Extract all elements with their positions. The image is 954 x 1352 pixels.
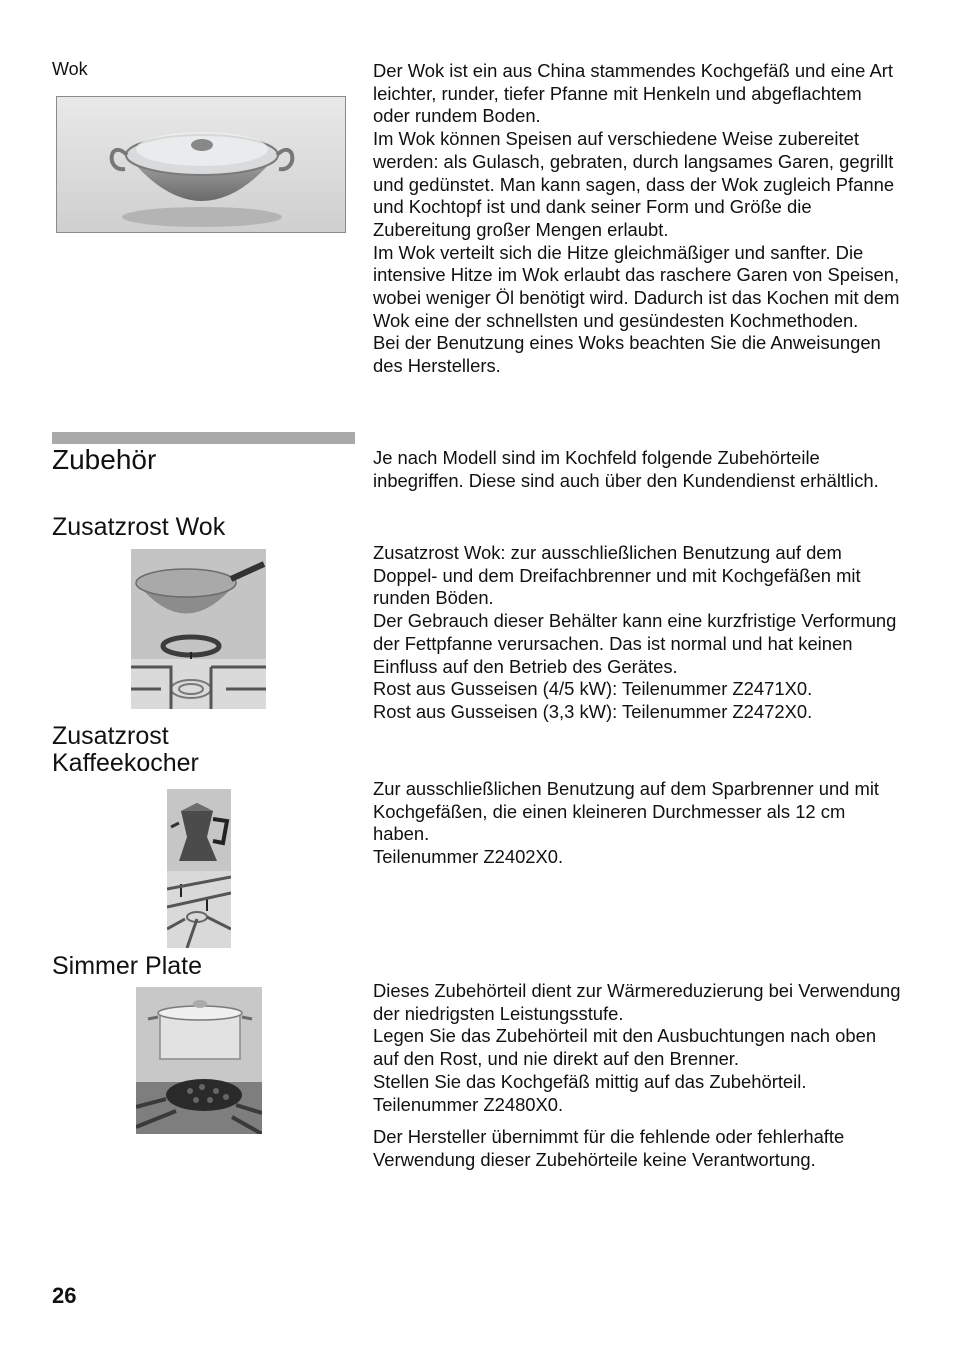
wok-rack-paragraph: Rost aus Gusseisen (3,3 kW): Teilenummer Z2472X0. bbox=[373, 700, 813, 722]
wok-paragraph: Im Wok können Speisen auf verschiedene Weise zubereitet werden: als Gulasch, gebraten, durch langsames Garen, gegrillt und gedünstet. Man kann sagen, dass der Wok zugleich Pfanne und Kochtopf ist und dank seiner Form und Größe die Zubereitung großer Mengen erlaubt. bbox=[373, 128, 895, 240]
coffee-rack-heading-line1: Zusatzrost bbox=[52, 722, 169, 750]
section-rule bbox=[52, 432, 355, 444]
wok-rack-paragraph: Rost aus Gusseisen (4/5 kW): Teilenummer Z2471X0. bbox=[373, 678, 813, 700]
simmer-plate-text bbox=[373, 980, 903, 1116]
coffee-rack-heading-line2: Kaffeekocher bbox=[52, 749, 199, 777]
wok-paragraph: Im Wok verteilt sich die Hitze gleichmäßiger und sanfter. Die intensive Hitze im Wok erlaubt das raschere Garen von Speisen, wobei weniger Öl benötigt wird. Dadurch ist das Kochen mit dem Wok eine der schnellsten und gesündesten Kochmethoden. bbox=[373, 241, 900, 331]
coffee-rack-text bbox=[373, 778, 903, 869]
wok-paragraph: Bei der Benutzung eines Woks beachten Sie die Anweisungen des Herstellers. bbox=[373, 332, 881, 377]
wok-image bbox=[56, 96, 346, 233]
wok-caption: Wok bbox=[52, 59, 88, 79]
wok-rack-heading: Zusatzrost Wok bbox=[52, 513, 226, 541]
simmer-plate-paragraph: Dieses Zubehörteil dient zur Wärmereduzierung bei Verwendung der niedrigsten Leistungsstufe. bbox=[373, 980, 901, 1024]
coffee-rack-heading bbox=[52, 723, 199, 777]
wok-rack-text bbox=[373, 542, 903, 724]
wok-rack-paragraph: Zusatzrost Wok: zur ausschließlichen Benutzung auf dem Doppel- und dem Dreifachbrenner und mit Kochgefäßen mit runden Böden. bbox=[373, 542, 861, 609]
coffee-rack-paragraph: Teilenummer Z2402X0. bbox=[373, 846, 564, 868]
wok-rack-paragraph: Der Gebrauch dieser Behälter kann eine kurzfristige Verformung der Fettpfanne verursachen. Das ist normal und hat keinen Einfluss auf den Betrieb des Gerätes. bbox=[373, 610, 897, 677]
page-number: 26 bbox=[52, 1283, 77, 1308]
coffee-rack-paragraph: Zur ausschließlichen Benutzung auf dem Sparbrenner und mit Kochgefäßen, die einen kleineren Durchmesser als 12 cm haben. bbox=[373, 778, 880, 845]
section-heading: Zubehör bbox=[52, 444, 157, 475]
wok-paragraph: Der Wok ist ein aus China stammendes Kochgefäß und eine Art leichter, runder, tiefer Pfanne mit Henkeln und abgeflachtem oder rundem Boden. bbox=[373, 60, 893, 127]
coffee-rack-image bbox=[167, 789, 231, 948]
simmer-plate-image bbox=[136, 987, 262, 1134]
accessories-intro: Je nach Modell sind im Kochfeld folgende Zubehörteile inbegriffen. Diese sind auch über den Kundendienst erhältlich. bbox=[373, 447, 879, 491]
wok-rack-image bbox=[131, 549, 266, 709]
simmer-plate-heading: Simmer Plate bbox=[52, 952, 203, 980]
wok-text bbox=[373, 60, 903, 378]
simmer-plate-paragraph: Stellen Sie das Kochgefäß mittig auf das Zubehörteil. bbox=[373, 1070, 807, 1092]
simmer-plate-paragraph: Legen Sie das Zubehörteil mit den Ausbuchtungen nach oben auf den Rost, und nie direkt auf den Brenner. bbox=[373, 1025, 877, 1070]
disclaimer: Der Hersteller übernimmt für die fehlende oder fehlerhafte Verwendung dieser Zubehörteile keine Verantwortung. bbox=[373, 1126, 845, 1170]
simmer-plate-paragraph: Teilenummer Z2480X0. bbox=[373, 1093, 564, 1115]
